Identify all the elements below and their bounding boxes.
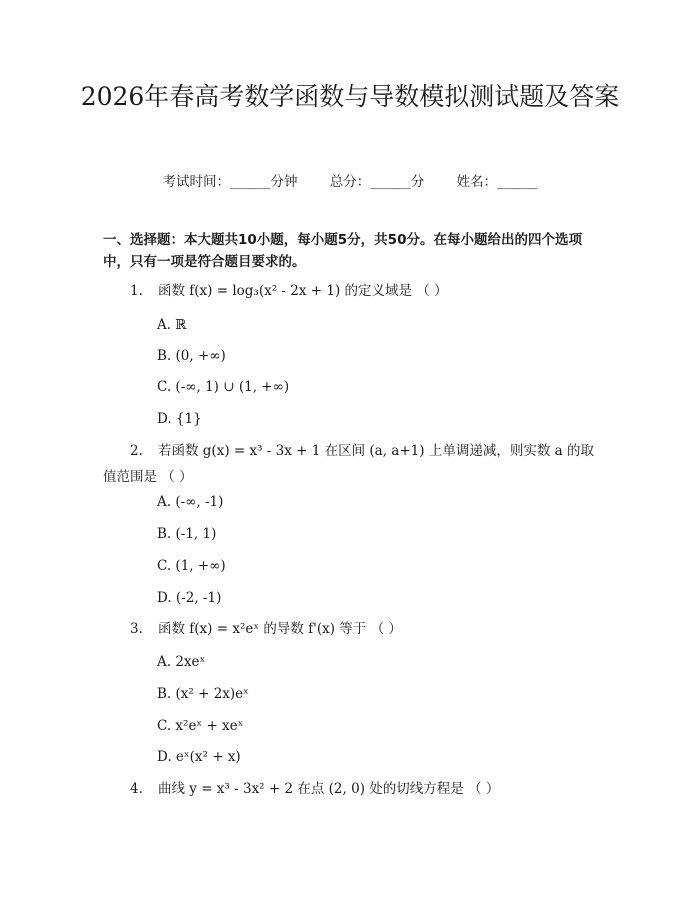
option-c: C. (-∞, 1) ∪ (1, +∞) [157,379,290,395]
exam-time-field: 考试时间：______分钟 [162,174,298,190]
question-2 [103,438,595,490]
option-a: A. ℝ [157,317,187,333]
total-score-field: 总分：______分 [329,174,425,190]
question-number: 1. [130,283,143,299]
question-stem: 曲线 y = x³ - 3x² + 2 在点 (2, 0) 处的切线方程是 （ ） [158,781,500,797]
question-number: 3. [130,621,143,637]
question-4 [103,776,595,802]
question-stem: 函数 f(x) = x²eˣ 的导数 f'(x) 等于 （ ） [158,621,402,637]
question-stem: 若函数 g(x) = x³ - 3x + 1 在区间 (a, a+1) 上单调递减，则实数 a 的取值范围是 （ ） [103,443,594,485]
question-1 [103,278,595,304]
question-number: 4. [130,781,143,797]
option-b: B. (x² + 2x)eˣ [157,686,249,702]
section-heading: 一、选择题：本大题共10小题，每小题5分，共50分。在每小题给出的四个选项中，只有一项是符合题目要求的。 [103,232,582,270]
question-3 [103,616,595,642]
option-d: D. eˣ(x² + x) [157,749,241,765]
option-c: C. x²eˣ + xeˣ [157,718,244,734]
name-field: 姓名：______ [456,174,538,190]
option-c: C. (1, +∞) [157,558,226,574]
option-a: A. 2xeˣ [157,654,206,670]
exam-info [0,170,700,190]
option-b: B. (0, +∞) [157,348,226,364]
option-d: D. (-2, -1) [157,590,222,606]
question-number: 2. [130,443,143,459]
option-d: D. {1} [157,411,202,427]
question-stem: 函数 f(x) = log₃(x² - 2x + 1) 的定义域是 （ ） [158,283,448,299]
option-a: A. (-∞, -1) [157,494,224,510]
page-title: 2026年春高考数学函数与导数模拟测试题及答案 [80,82,620,111]
option-b: B. (-1, 1) [157,526,217,542]
